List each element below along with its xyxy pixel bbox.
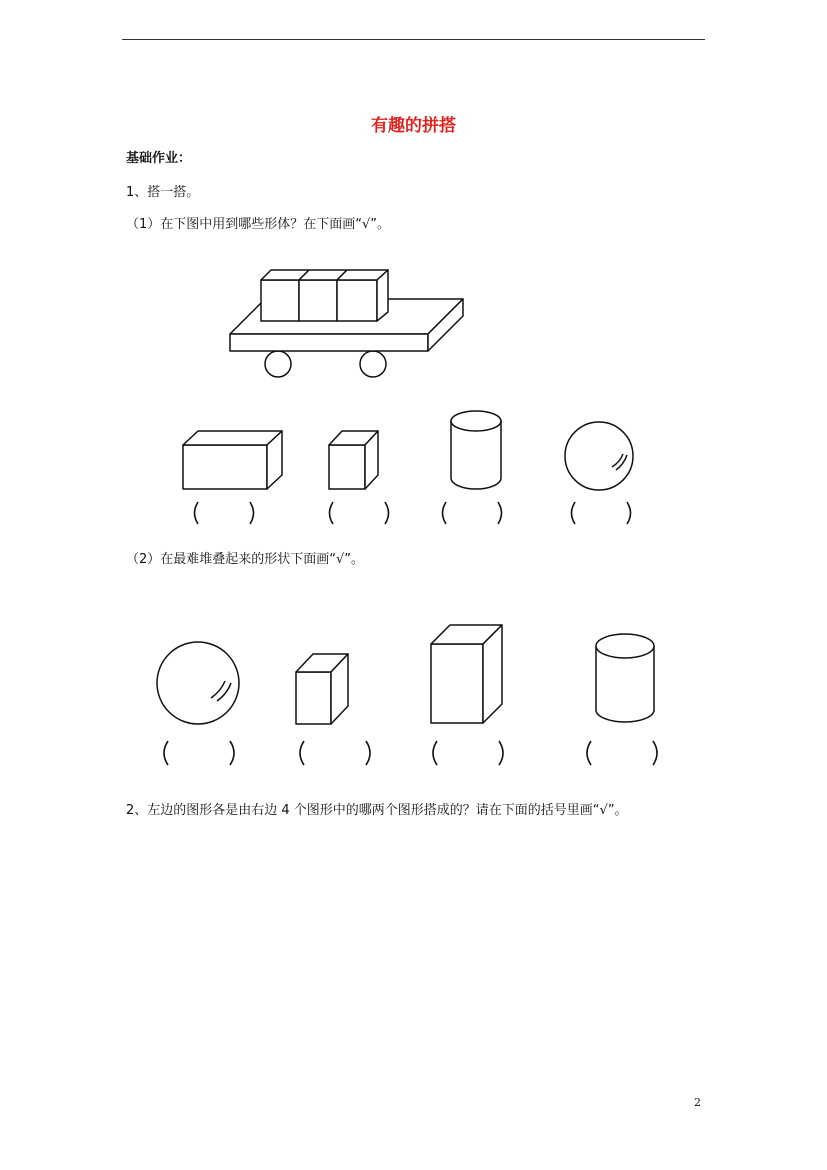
answer-brackets-row-2[interactable] <box>158 739 668 767</box>
header-rule <box>122 39 705 40</box>
sphere-shape <box>562 420 638 494</box>
cuboid-tall-shape <box>428 622 506 726</box>
question-2-label: 2、左边的图形各是由右边 4 个图形中的哪两个图形搭成的？请在下面的括号里画“√”。 <box>126 803 628 818</box>
cube-shape <box>326 428 382 492</box>
sphere-shape-2 <box>153 638 243 726</box>
cuboid-long-shape <box>180 428 286 492</box>
section-heading: 基础作业： <box>126 151 192 166</box>
page-title: 有趣的拼搭 <box>371 116 456 136</box>
question-1-part-2: （2）在最难堆叠起来的形状下面画“√”。 <box>126 552 365 567</box>
cylinder-shape <box>447 408 505 492</box>
page-number: 2 <box>694 1096 701 1109</box>
question-1-part-1: （1）在下图中用到哪些形体？在下面画“√”。 <box>126 217 391 232</box>
cylinder-shape-2 <box>592 630 658 726</box>
answer-brackets-row-1[interactable] <box>190 500 640 526</box>
cube-shape-2 <box>293 652 353 728</box>
question-1-label: 1、搭一搭。 <box>126 185 200 200</box>
cart-illustration <box>220 262 470 380</box>
